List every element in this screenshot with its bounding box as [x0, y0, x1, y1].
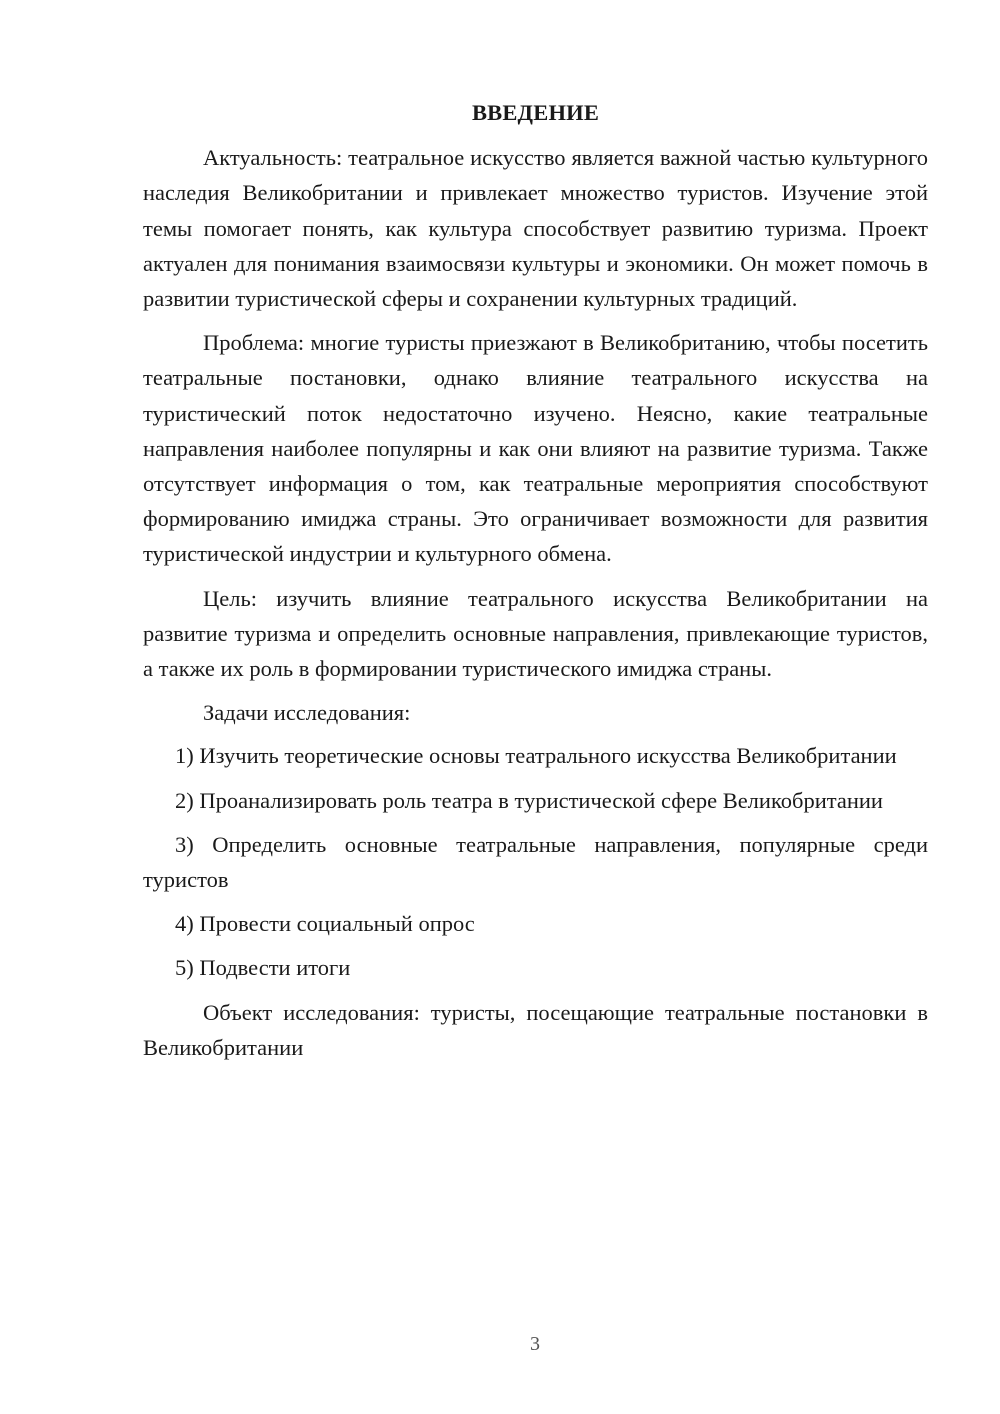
- paragraph-goal: Цель: изучить влияние театрального искусства Великобритании на развитие туризма и определить основные направления, привлекающие туристов, а также их роль в формировании туристического имиджа страны.: [143, 585, 928, 682]
- task-item: 2) Проанализировать роль театра в туристической сфере Великобритании: [175, 787, 883, 813]
- task-item: 4) Провести социальный опрос: [175, 911, 475, 937]
- tasks-heading: Задачи исследования:: [203, 700, 411, 726]
- page-number: 3: [530, 1333, 540, 1355]
- paragraph-relevance: Актуальность: театральное искусство является важной частью культурного наследия Великобритании и привлекает множество туристов. Изучение этой темы помогает понять, как культура способствует развитию туризма. Проект актуален для понимания взаимосвязи культуры и экономики. Он может помочь в развитии туристической сферы и сохранении культурных традиций.: [143, 145, 928, 312]
- task-item: 1) Изучить теоретические основы театрального искусства Великобритании: [175, 743, 897, 769]
- paragraph-problem: Проблема: многие туристы приезжают в Великобританию, чтобы посетить театральные постановки, однако влияние театрального искусства на туристический поток недостаточно изучено. Неясно, какие театральные направления наиболее популярны и как они влияют на развитие туризма. Также отсутствует информация о том, как театральные мероприятия способствуют формированию имиджа страны. Это ограничивает возможности для развития туристической индустрии и культурного обмена.: [143, 330, 928, 567]
- section-title: ВВЕДЕНИЕ: [471, 100, 600, 125]
- task-item: 3) Определить основные театральные направления, популярные среди туристов: [143, 831, 928, 893]
- document-body: [143, 95, 928, 1074]
- task-item: 5) Подвести итоги: [175, 955, 351, 981]
- paragraph-object: Объект исследования: туристы, посещающие театральные постановки в Великобритании: [143, 999, 928, 1060]
